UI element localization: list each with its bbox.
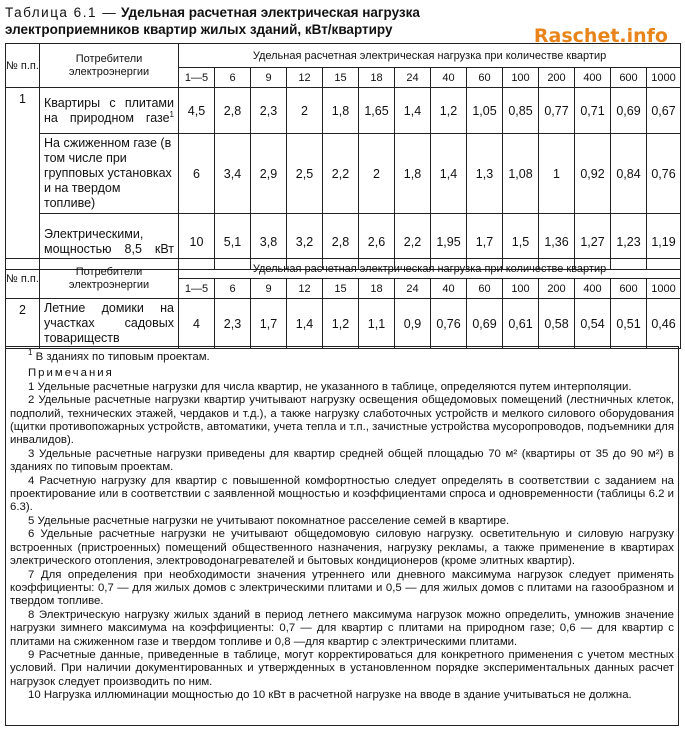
- header-consumers: Потребители электроэнергии: [40, 259, 179, 299]
- value-cell: 0,71: [575, 88, 611, 134]
- column-header: 9: [251, 279, 287, 299]
- value-cell: 0,77: [539, 88, 575, 134]
- value-cell: 1,95: [431, 214, 467, 270]
- row-label: [40, 299, 179, 349]
- value-cell: 1,8: [323, 88, 359, 134]
- value-cell: 2,3: [215, 299, 251, 349]
- column-header: 100: [503, 279, 539, 299]
- column-header: 60: [467, 279, 503, 299]
- notes-list: [10, 381, 674, 703]
- note-item: 8 Электрическую нагрузку жилых зданий в период летнего максимума нагрузок можно определить, умножив значение нагрузки зимнего максимума на коэффициенты: 0,7 — для квартир с плитами на природном газе; 0,6 — для квартир с плитами на сжиженном газе и твердом топливе и 0,8 —для квартир с электрическими плитами.: [10, 608, 674, 648]
- footnote-text: В зданиях по типовым проектам.: [35, 351, 210, 363]
- value-cell: 1,8: [395, 134, 431, 214]
- note-item: 5 Удельные расчетные нагрузки не учитывают покомнатное расселение семей в квартире.: [28, 514, 510, 527]
- value-cell: 1,27: [575, 214, 611, 270]
- column-header: 9: [251, 68, 287, 88]
- table-caption-text: Удельная расчетная электрическая нагрузка электроприемников квартир жилых зданий, кВт/квартиру: [5, 5, 420, 37]
- row-label: [40, 88, 179, 134]
- value-cell: 0,69: [611, 88, 647, 134]
- value-cell: 0,92: [575, 134, 611, 214]
- footnote-ref: 1: [169, 109, 174, 119]
- value-cell: 1,36: [539, 214, 575, 270]
- row-label-text: Летние домики на участках садовых товариществ: [44, 301, 174, 345]
- column-header: 200: [539, 279, 575, 299]
- value-cell: 1,7: [251, 299, 287, 349]
- column-header: 400: [575, 279, 611, 299]
- header-consumers: Потребители электроэнергии: [40, 44, 179, 88]
- value-cell: 2,3: [251, 88, 287, 134]
- value-cell: 10: [179, 214, 215, 270]
- value-cell: 3,4: [215, 134, 251, 214]
- notes-header: Примечания: [28, 367, 114, 380]
- value-cell: 0,76: [647, 134, 681, 214]
- table-caption: [5, 4, 525, 38]
- column-header: 600: [611, 68, 647, 88]
- column-header: 15: [323, 279, 359, 299]
- footnote: [10, 348, 674, 364]
- value-cell: 2,2: [323, 134, 359, 214]
- header-num: № п.п.: [6, 44, 40, 88]
- column-header: 1000: [647, 68, 681, 88]
- value-cell: 1,1: [359, 299, 395, 349]
- column-header: 18: [359, 279, 395, 299]
- value-cell: 3,8: [251, 214, 287, 270]
- value-cell: 5,1: [215, 214, 251, 270]
- value-cell: 0,76: [431, 299, 467, 349]
- value-cell: 0,58: [539, 299, 575, 349]
- note-item: 10 Нагрузка иллюминации мощностью до 10 кВт в расчетной нагрузке на вводе в здание учитываться не должна.: [28, 689, 632, 702]
- value-cell: 3,2: [287, 214, 323, 270]
- value-cell: 1,65: [359, 88, 395, 134]
- value-cell: 1,2: [431, 88, 467, 134]
- note-item: 7 Для определения при необходимости значения утреннего или дневного максимума нагрузок следует применять коэффициенты: 0,7 — для жилых домов с электрическими плитами и 0,5 — для жилых домов с плитами на газообразном и твердом топливе.: [10, 568, 674, 608]
- row-number: 1: [6, 88, 40, 270]
- column-header: 100: [503, 68, 539, 88]
- header-span: Удельная расчетная электрическая нагрузка при количестве квартир: [179, 259, 681, 279]
- value-cell: 1,3: [467, 134, 503, 214]
- value-cell: 2,9: [251, 134, 287, 214]
- load-table-apartments: [5, 43, 681, 270]
- value-cell: 2: [359, 134, 395, 214]
- column-header: 1—5: [179, 279, 215, 299]
- row-label-text: Квартиры с плитами на природном газе: [44, 95, 174, 125]
- column-header: 6: [215, 68, 251, 88]
- value-cell: 1,05: [467, 88, 503, 134]
- column-header: 40: [431, 279, 467, 299]
- note-item: 2 Удельные расчетные нагрузки квартир учитывают нагрузку освещения общедомовых помещений (лестничных клеток, подполий, технических этажей, чердаков и т.д.), а также нагрузку слаботочных устройств и мелкого силового оборудования (щитки противопожарных устройств, автоматики, учета тепла и т.п., зачистные устройства мусоропроводов, подъемники для инвалидов).: [10, 394, 674, 447]
- note-item: 3 Удельные расчетные нагрузки приведены для квартир средней общей площадью 70 м² (квартиры от 35 до 90 м²) в зданиях по типовым проектам.: [10, 447, 674, 474]
- column-header: 40: [431, 68, 467, 88]
- value-cell: 1,4: [431, 134, 467, 214]
- value-cell: 0,46: [647, 299, 681, 349]
- value-cell: 0,9: [395, 299, 431, 349]
- value-cell: 2,2: [395, 214, 431, 270]
- note-item: 6 Удельные расчетные нагрузки не учитывают общедомовую силовую нагрузку. осветительную и силовую нагрузку встроенных (пристроенных) помещений общественного назначения, нагрузку рекламы, а также применение в квартирах электрического отопления, электроводонагревателей и бытовых кондиционеров (кроме элитных квартир).: [10, 528, 674, 568]
- column-header: 24: [395, 68, 431, 88]
- value-cell: 1,08: [503, 134, 539, 214]
- value-cell: 2,8: [215, 88, 251, 134]
- column-header: 6: [215, 279, 251, 299]
- watermark-logo: Raschet.info: [533, 25, 668, 47]
- note-item: 4 Расчетную нагрузку для квартир с повышенной комфортностью следует определять в соответствии с заданием на проектирование или в соответствии с заявленной мощностью и коэффициентами спроса и одновременности (таблицы 6.2 и 6.3).: [10, 474, 674, 514]
- value-cell: 0,61: [503, 299, 539, 349]
- notes-block: [5, 346, 679, 726]
- column-header: 15: [323, 68, 359, 88]
- column-header: 600: [611, 279, 647, 299]
- value-cell: 1,7: [467, 214, 503, 270]
- value-cell: 0,69: [467, 299, 503, 349]
- value-cell: 2,6: [359, 214, 395, 270]
- value-cell: 1,4: [287, 299, 323, 349]
- column-header: 12: [287, 68, 323, 88]
- value-cell: 0,84: [611, 134, 647, 214]
- value-cell: 1,23: [611, 214, 647, 270]
- value-cell: 0,67: [647, 88, 681, 134]
- value-cell: 4,5: [179, 88, 215, 134]
- value-cell: 2,8: [323, 214, 359, 270]
- column-header: 200: [539, 68, 575, 88]
- note-item: 1 Удельные расчетные нагрузки для числа квартир, не указанного в таблице, определяются путем интерполяции.: [28, 380, 632, 393]
- value-cell: 1,4: [395, 88, 431, 134]
- value-cell: 4: [179, 299, 215, 349]
- row-label: [40, 134, 179, 214]
- row-label-text: Электрическими, мощностью 8,5 кВт: [44, 226, 174, 256]
- note-item: 9 Расчетные данные, приведенные в таблице, могут корректироваться для конкретного применения с учетом местных условий. При наличии документированных и утвержденных в установленном порядке экспериментальных данных расчет нагрузок следует производить по ним.: [10, 648, 674, 688]
- value-cell: 1,5: [503, 214, 539, 270]
- row-label-text: На сжиженном газе (в том числе при групповых установках и на твердом топливе): [44, 136, 172, 210]
- column-header: 18: [359, 68, 395, 88]
- column-header: 400: [575, 68, 611, 88]
- value-cell: 0,51: [611, 299, 647, 349]
- value-cell: 2,5: [287, 134, 323, 214]
- column-header: 24: [395, 279, 431, 299]
- header-num: № п.п.: [6, 259, 40, 299]
- footnote-mark: 1: [28, 348, 33, 358]
- value-cell: 1: [539, 134, 575, 214]
- load-table-summer-houses: [5, 258, 681, 349]
- value-cell: 0,85: [503, 88, 539, 134]
- row-number: 2: [6, 299, 40, 349]
- column-header: 60: [467, 68, 503, 88]
- value-cell: 1,19: [647, 214, 681, 270]
- header-span: Удельная расчетная электрическая нагрузка при количестве квартир: [179, 44, 681, 68]
- column-header: 1000: [647, 279, 681, 299]
- table-caption-label: Таблица 6.1 —: [5, 5, 118, 20]
- column-header: 12: [287, 279, 323, 299]
- value-cell: 0,54: [575, 299, 611, 349]
- value-cell: 6: [179, 134, 215, 214]
- value-cell: 2: [287, 88, 323, 134]
- column-header: 1—5: [179, 68, 215, 88]
- value-cell: 1,2: [323, 299, 359, 349]
